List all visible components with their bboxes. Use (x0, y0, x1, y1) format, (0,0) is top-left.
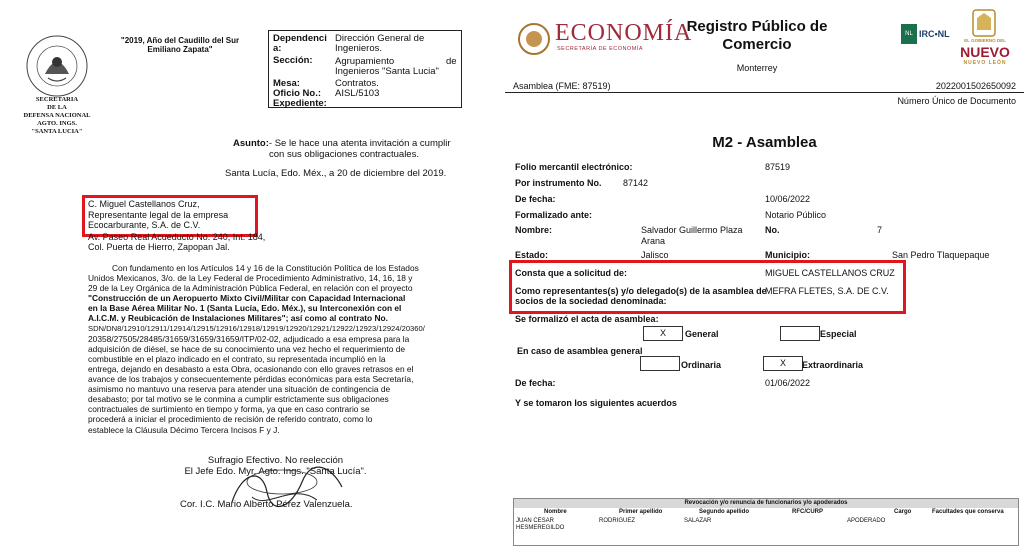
closing-line: El Jefe Edo. Myr. Agto. Ings. "Santa Lucía". (184, 466, 367, 477)
ordinaria-checkbox[interactable] (640, 356, 680, 371)
folio-value: 87519 (765, 162, 791, 172)
label-seccion: Sección: (273, 55, 313, 66)
section-heading: M2 - Asamblea (712, 134, 817, 151)
body-line: desabasto; por tal motivo se le conmina a cumplir estrictamente sus obligaciones (88, 394, 389, 405)
value-seccion: Agrupamiento (335, 56, 395, 67)
registry-title (682, 18, 832, 54)
fecha-label: De fecha: (515, 194, 556, 204)
acuerdos-label: Y se tomaron los siguientes acuerdos (515, 398, 677, 408)
date-line: Santa Lucía, Edo. Méx., a 20 de diciembre del 2019. (225, 168, 447, 179)
fecha2-label: De fecha: (515, 378, 556, 388)
gob-state: NUEVO LEÓN (963, 60, 1007, 66)
extraordinaria-label: Extraordinaria (802, 360, 864, 370)
table-cell: JUAN CESAR HESMEREGILDO (516, 518, 565, 531)
table-header: Cargo (894, 509, 912, 515)
motto-line: Emiliano Zapata" (147, 45, 213, 54)
nombre-line: Arana (641, 236, 666, 246)
seal-line: "SANTA LUCIA" (31, 128, 83, 135)
nuevo-leon-crest-icon (965, 8, 1003, 38)
doc-number: 2022001502650092 (935, 81, 1016, 91)
table-cell: SALAZAR (684, 518, 712, 524)
title-line: Registro Público de (686, 18, 828, 35)
table-header: Facultades que conserva (932, 509, 1004, 515)
instrumento-label: Por instrumento No. (515, 178, 602, 188)
extraordinaria-checkbox[interactable]: X (763, 356, 803, 371)
year-motto (115, 36, 245, 54)
body-line: SDN/DN8/12910/12911/12914/12915/12916/12918/12919/12920/12921/12922/12923/12924/20360/ (88, 323, 425, 333)
seal-line: DEFENSA NACIONAL (23, 112, 91, 119)
city: Monterrey (736, 63, 778, 73)
value-seccion-de: de (446, 56, 457, 67)
municipio-value: San Pedro Tlaquepaque (892, 250, 990, 260)
folio-label: Folio mercantil electrónico: (515, 162, 633, 172)
body-line: procederá a iniciar el procedimiento de recisión de referido contrato, como lo (88, 414, 373, 425)
table-header: Segundo apellido (699, 509, 750, 515)
table-header: Primer apellido (619, 509, 663, 515)
consta-label: Consta que a solicitud de: (515, 268, 628, 278)
doc-number-label: Número Único de Documento (897, 96, 1016, 106)
address-block (88, 232, 265, 252)
address-line: Av. Paseo Real Acueducto No. 240, Int. 184, (88, 232, 266, 242)
closing-line: Sufragio Efectivo. No reelección (207, 455, 344, 466)
ordinaria-label: Ordinaria (681, 360, 722, 370)
caso-label: En caso de asamblea general (517, 346, 643, 356)
nl-badge-text: NL (905, 31, 913, 37)
fecha2-value: 01/06/2022 (765, 378, 811, 388)
body-line: 29 de la Ley Orgánica de la Administración Pública Federal, en relación con el proyecto (88, 283, 413, 294)
recipient-role: Representante legal de la empresa (88, 209, 229, 220)
formalizo-label: Se formalizó el acta de asamblea: (515, 314, 659, 324)
body-line: A.I.C.M. y Reubicación de Instalaciones Militares"; así como al contrato No. (88, 313, 388, 324)
instrumento-value: 87142 (623, 178, 649, 188)
nl-badge-icon (901, 24, 917, 44)
table-title: Revocación y/o renuncia de funcionarios y/o apoderados (514, 499, 1018, 508)
value-dependencia-cont: Ingenieros. (335, 43, 383, 54)
no-value: 7 (877, 225, 883, 235)
general-label: General (685, 329, 719, 339)
label-expediente: Expediente: (273, 98, 327, 109)
left-document (0, 0, 505, 553)
seal-line: SECRETARIA (35, 96, 79, 103)
value-mesa: Contratos. (335, 78, 379, 89)
seal-line: AGTO. INGS. (37, 120, 77, 127)
table-cell: APODERADO (847, 518, 886, 524)
representantes-value: MEFRA FLETES, S.A. DE C.V. (765, 286, 889, 296)
header-rule (505, 92, 1024, 93)
brand-name: ECONOMÍA (555, 20, 693, 46)
address-line: Col. Puerta de Hierro, Zapopan Jal. (88, 242, 230, 252)
body-line: contractuales de surtimiento en tiempo y forma, ya que en caso contrario se (88, 404, 370, 415)
nombre-value (641, 225, 743, 247)
body-line: Unidos Mexicanos, 3/o. de la Ley Federal de Procedimiento Administrativo, 14, 16, 18 y (88, 273, 413, 284)
seal-org-text (22, 96, 92, 136)
nombre-label: Nombre: (515, 225, 553, 235)
label-oficio: Oficio No.: (273, 88, 322, 99)
recipient-company: Ecocarburante, S.A. de C.V. (88, 220, 201, 230)
body-line: establece la Cláusula Décimo Tercera Incisos F y J. (88, 424, 280, 435)
value-seccion-cont: Ingenieros "Santa Lucia" (335, 66, 439, 77)
asunto-text: - Se le hace una atenta invitación a cumplir (268, 138, 451, 149)
body-line: Con fundamento en los Artículos 14 y 16 de la Constitución Política de los Estados (112, 263, 419, 273)
asunto-block (233, 138, 473, 160)
formalizado-value: Notario Público (765, 210, 827, 220)
table-header: Nombre (544, 509, 567, 515)
ircnl-badge: IRC•NL (919, 29, 950, 39)
right-document (505, 0, 1024, 553)
body-line: en la Base Aérea Militar No. 1 (Santa Lucía, Edo. Méx.), su Interconexión con el (88, 303, 402, 314)
motto-line: "2019, Año del Caudillo del Sur (120, 36, 240, 45)
label-dependencia-cont: a: (273, 43, 282, 54)
nombre-line: Salvador Guillermo Plaza (641, 225, 743, 235)
formalizado-label: Formalizado ante: (515, 210, 593, 220)
seal-line: DE LA (47, 104, 67, 111)
no-label: No. (765, 225, 780, 235)
title-line: Comercio (722, 36, 792, 53)
body-line: entrega, dejando en desabasto a esta Obra, ocasionando con ello graves retrasos en el (88, 363, 414, 374)
general-checkbox[interactable]: X (643, 326, 683, 341)
value-dependencia: Dirección General de (335, 33, 425, 44)
estado-label: Estado: (515, 250, 549, 260)
especial-checkbox[interactable] (780, 326, 820, 341)
brand-subtitle: SECRETARÍA DE ECONOMÍA (557, 46, 644, 52)
recipient-block (88, 199, 228, 231)
label-dependencia: Dependenci (273, 33, 327, 44)
gob-main: NUEVO (960, 44, 1010, 60)
estado-value: Jalisco (641, 250, 669, 260)
asamblea-fme: Asamblea (FME: 87519) (513, 81, 611, 91)
body-line: 20358/27505/28485/31659/31659/31659/ITP/02-02, adjudicado a esa empresa para la (88, 333, 410, 344)
recipient-name: C. Miguel Castellanos Cruz, (88, 199, 200, 209)
value-oficio: AISL/5103 (335, 88, 380, 99)
body-line: combustible en el plazo indicado en el contrato, su representada incumplió en la (88, 353, 386, 364)
label-mesa: Mesa: (273, 78, 300, 89)
body-paragraph (88, 263, 460, 435)
representantes-line: Como representantes(s) y/o delegado(s) de la asamblea de (515, 286, 767, 296)
especial-label: Especial (820, 329, 857, 339)
representantes-line: socios de la sociedad denominada: (515, 296, 667, 306)
body-line: adquisición de diésel, se hace de su conocimiento una vez hecho el requerimiento de (88, 343, 406, 354)
signer-name: Cor. I.C. Mario Alberto Pérez Valenzuela. (180, 499, 353, 510)
revocation-table (513, 498, 1019, 546)
body-line: "Construcción de un Aeropuerto Mixto Civil/Militar con Capacidad Internacional (88, 293, 406, 304)
table-header: RFC/CURP (792, 509, 823, 515)
table-cell: RODRIGUEZ (599, 518, 635, 524)
economia-logo-icon (517, 22, 551, 56)
body-line: avance de los trabajos y consecuentemente pérdidas económicas para esta Secretaría, (88, 374, 414, 385)
asunto-label: Asunto: (233, 138, 269, 149)
asunto-text-cont: con sus obligaciones contractuales. (269, 149, 419, 160)
municipio-label: Municipio: (765, 250, 810, 260)
body-line: asimismo no mantuvo una reserva para atender una situación de contingencia de (88, 384, 391, 395)
consta-value: MIGUEL CASTELLANOS CRUZ (765, 268, 895, 278)
gob-top: EL GOBIERNO DEL (964, 38, 1006, 43)
fecha-value: 10/06/2022 (765, 194, 811, 204)
representantes-label (515, 286, 767, 306)
